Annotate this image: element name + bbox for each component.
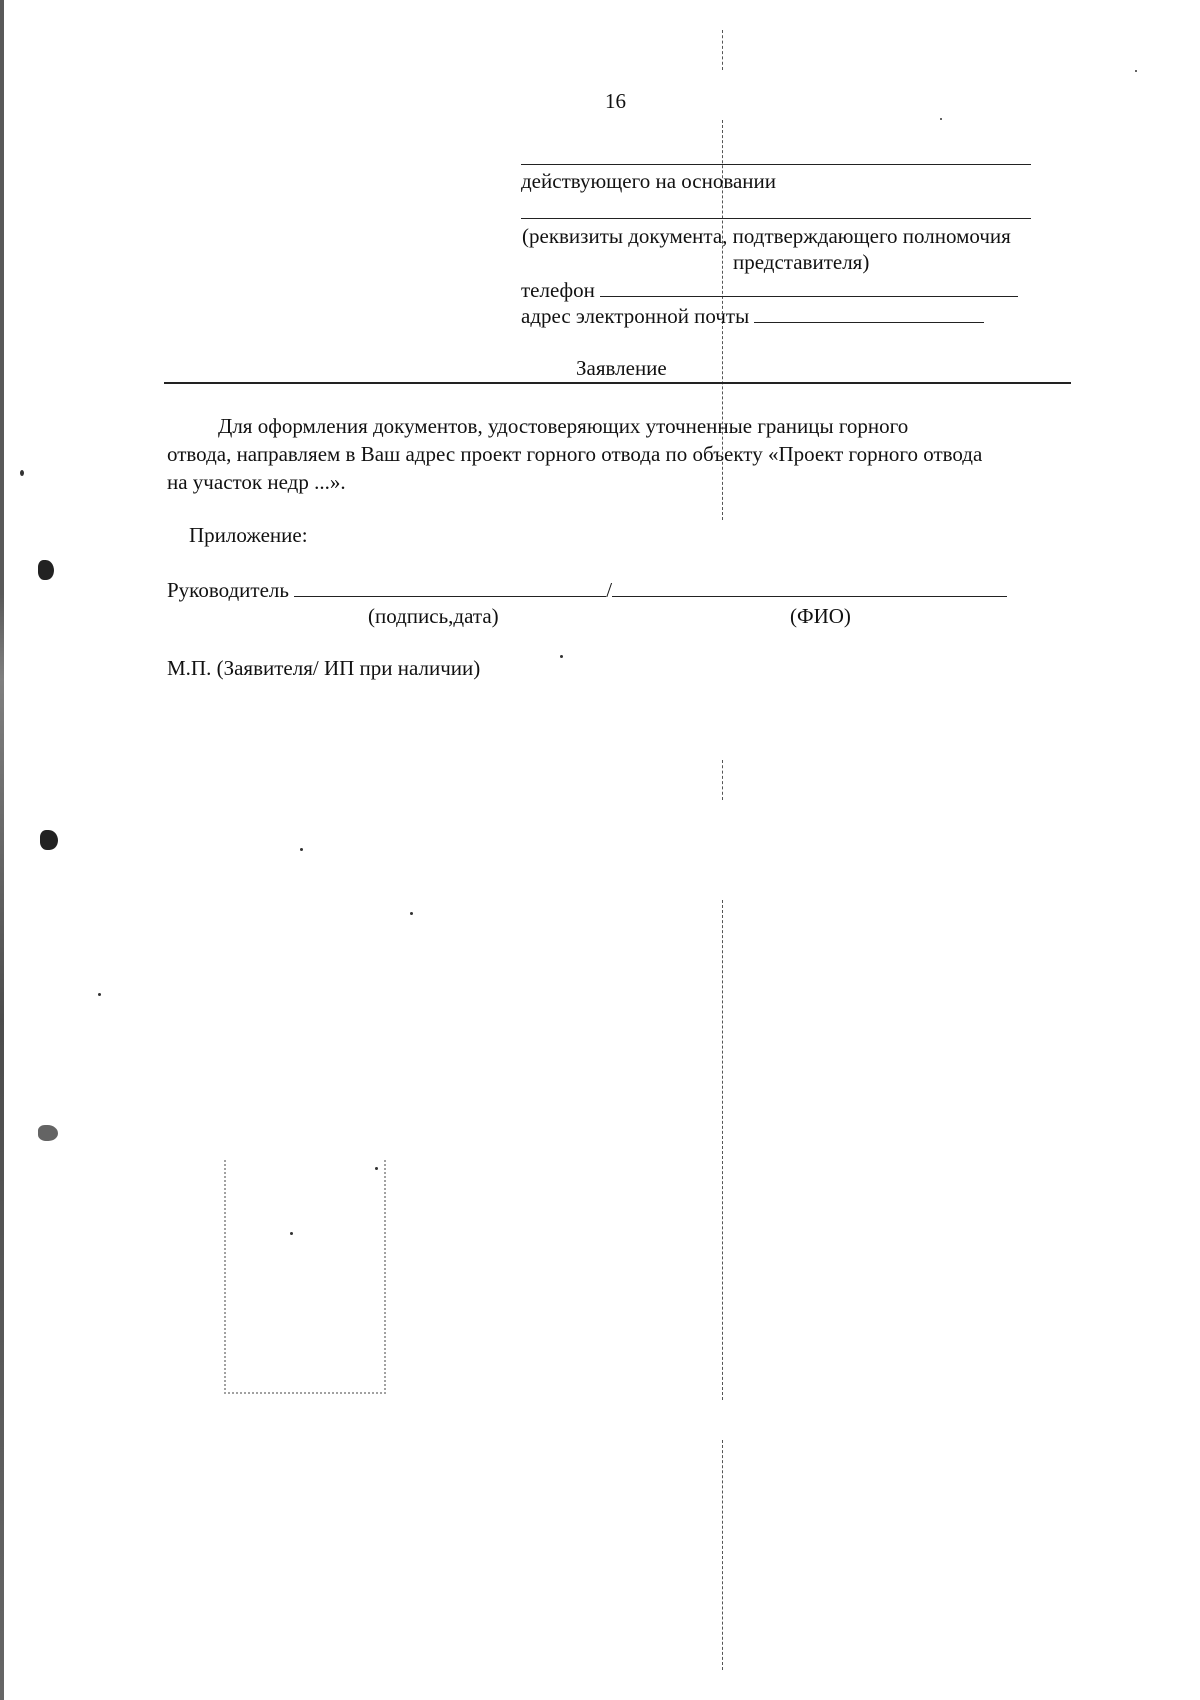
signature-blank-line [294,578,606,597]
head-label: Руководитель [167,578,289,602]
email-blank-line [754,304,984,323]
statement-title: Заявление [576,356,667,380]
signature-row [167,577,1007,603]
fold-line [722,900,723,1400]
phone-blank-line [600,278,1018,297]
page-number: 16 [605,89,626,113]
scan-speck [300,848,303,851]
title-rule [164,382,1071,384]
scan-speck [20,470,24,476]
basis-document-line [521,218,1031,219]
name-blank-line [612,578,1007,597]
scan-speck [410,912,413,915]
signature-caption: (подпись,дата) [368,604,499,628]
attachment-label: Приложение: [189,523,308,547]
scan-speck [940,118,942,120]
fold-line [722,1440,723,1670]
body-line-3: на участок недр ...». [167,470,346,494]
document-caption-line2: представителя) [733,250,870,274]
faded-stamp-outline [224,1160,386,1394]
basis-label: действующего на основании [521,169,777,193]
scan-speck [560,655,563,658]
fold-line [722,760,723,800]
scan-edge-shadow [0,0,4,1700]
representative-name-line [521,164,1031,165]
scan-speck [1135,70,1137,72]
phone-label: телефон [521,278,595,302]
seal-note: М.П. (Заявителя/ ИП при наличии) [167,656,481,680]
signature-separator: / [606,578,613,602]
phone-field [521,277,1018,303]
scan-speck [98,993,101,996]
scan-blot [38,1125,58,1141]
scan-blot [38,560,54,580]
body-line-2: отвода, направляем в Ваш адрес проект горного отвода по объекту «Проект горного отвода [167,442,983,466]
name-caption: (ФИО) [790,604,851,628]
email-label: адрес электронной почты [521,304,750,328]
fold-line [722,30,723,70]
email-field [521,303,984,329]
document-caption-line1: (реквизиты документа, подтверждающего полномочия [522,224,1011,248]
scan-blot [40,830,58,850]
body-line-1: Для оформления документов, удостоверяющих уточненные границы горного [218,414,909,438]
